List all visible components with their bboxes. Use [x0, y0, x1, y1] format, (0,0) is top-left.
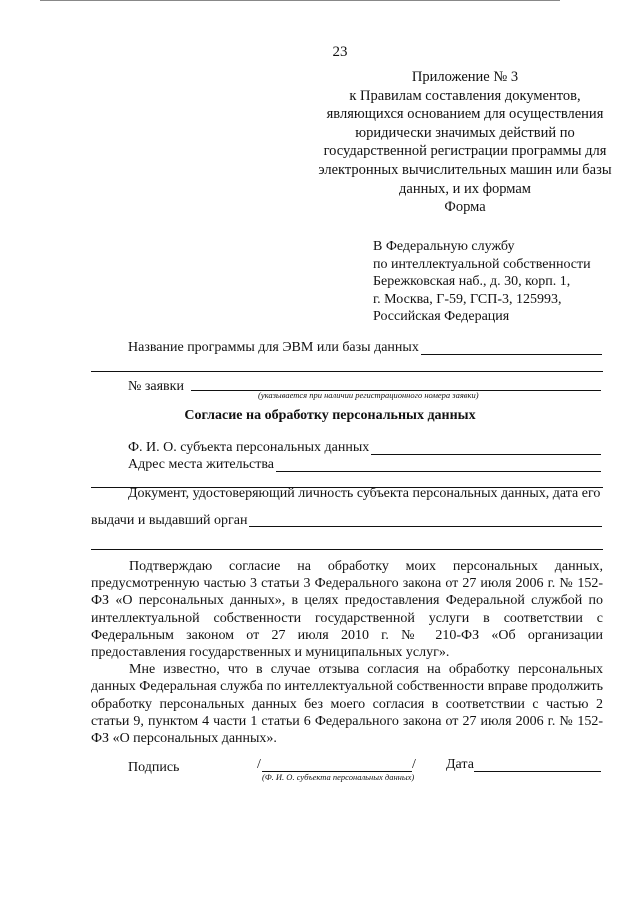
appendix-line: государственной регистрации программы для [323, 143, 607, 160]
signature-label: Подпись [128, 760, 180, 775]
appendix-line: юридически значимых действий по [355, 124, 575, 141]
page-top-border [40, 0, 560, 1]
application-no-label: № заявки [128, 379, 184, 394]
appendix-line: данных, и их формам [399, 180, 531, 197]
appendix-line: электронных вычислительных машин или базы [318, 161, 612, 178]
document-field[interactable] [249, 526, 602, 527]
program-name-label: Название программы для ЭВМ или базы данных [128, 340, 419, 355]
document-field-line2[interactable] [91, 549, 603, 550]
signature-slash-left: / [257, 757, 261, 772]
addressee-line: по интеллектуальной собственности [373, 256, 591, 272]
fio-field[interactable] [371, 454, 601, 455]
date-label: Дата [446, 757, 474, 772]
appendix-line: к Правилам составления документов, [349, 87, 581, 104]
document-label-cont: выдачи и выдавший орган [91, 513, 248, 528]
appendix-line: являющихся основанием для осуществления [326, 106, 604, 123]
application-no-hint: (указывается при наличии регистрационного номера заявки) [258, 390, 479, 400]
consent-paragraph: Подтверждаю согласие на обработку моих персональных данных, предусмотренную частью 3 статьи 3 Федерального закона от 27 июля 2006 г. № 152-ФЗ «О персональных данных», в целях предоставления Федеральной службой по интеллектуальной собственности государственной услуги в соответствии с Федеральным законом от 27 июля 2010 г. № 210-ФЗ «Об организации предоставления государственных и муниципальных услуг». [91, 559, 603, 661]
signature-hint: (Ф. И. О. субъекта персональных данных) [262, 772, 415, 782]
fio-label: Ф. И. О. субъекта персональных данных [128, 440, 370, 455]
page-number: 23 [332, 44, 348, 60]
document-title: Согласие на обработку персональных данных [184, 408, 476, 423]
date-field[interactable] [474, 771, 601, 772]
consent-paragraph: Мне известно, что в случае отзыва согласия на обработку персональных данных Федеральная служба по интеллектуальной собственности вправе продолжить обработку персональных данных без моего согласия в соответствии с частью 2 статьи 9, пунктом 4 части 1 статьи 6 Федерального закона от 27 июля 2006 г. № 152-ФЗ «О персональных данных». [91, 662, 603, 747]
addressee-block [373, 238, 591, 326]
document-label: Документ, удостоверяющий личность субъекта персональных данных, дата его [128, 486, 601, 501]
form-label: Форма [444, 199, 486, 216]
appendix-line: Приложение № 3 [411, 69, 519, 85]
program-name-field-line2[interactable] [91, 371, 603, 372]
addressee-line: Российская Федерация [373, 309, 510, 324]
program-name-field[interactable] [421, 354, 602, 355]
addressee-line: Бережковская наб., д. 30, корп. 1, [373, 274, 571, 289]
address-label: Адрес места жительства [128, 457, 274, 472]
address-field[interactable] [276, 471, 601, 472]
consent-body [91, 558, 603, 747]
appendix-header [300, 68, 630, 217]
addressee-line: г. Москва, Г-59, ГСП-3, 125993, [373, 291, 562, 307]
addressee-line: В Федеральную службу [373, 239, 515, 254]
signature-slash-right: / [412, 757, 416, 772]
